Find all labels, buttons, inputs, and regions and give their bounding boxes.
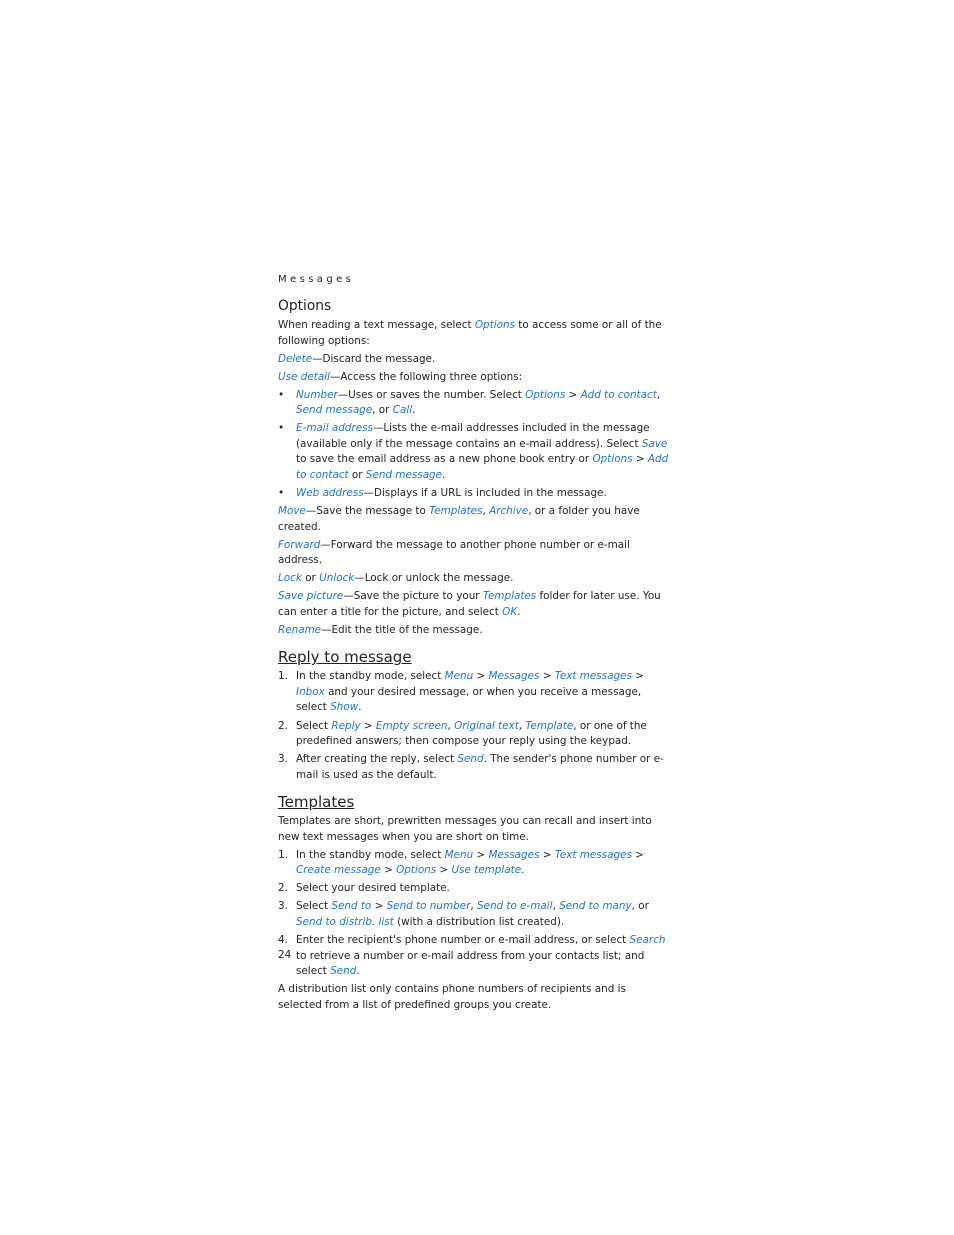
- call-link[interactable]: Call: [392, 404, 413, 417]
- search-link[interactable]: Search: [629, 934, 666, 946]
- send-message-link[interactable]: Send message: [296, 404, 373, 417]
- messages-link[interactable]: Messages: [488, 848, 540, 861]
- send-link[interactable]: Send: [457, 753, 484, 766]
- option-save-picture: Save picture—Save the picture to your Templates folder for later use. You can enter a title for the picture, and select OK.: [278, 590, 661, 618]
- text-messages-link[interactable]: Text messages: [554, 670, 632, 683]
- bullet-email-address: • E-mail address—Lists the e-mail addresses included in the message (available only if the message contains an e-mail address). Select Save to save the email address as a new phone book entry or Options > Add to contact or Send message.: [278, 422, 669, 481]
- original-text-link[interactable]: Original text: [454, 719, 519, 732]
- move-link[interactable]: Move: [278, 505, 306, 518]
- send-to-many-link[interactable]: Send to many: [559, 900, 632, 913]
- options-link[interactable]: Options: [474, 319, 515, 331]
- templates-outro: A distribution list only contains phone numbers of recipients and is selected from a list of predefined groups you create.: [278, 983, 626, 1011]
- send-to-email-link[interactable]: Send to e-mail: [476, 900, 553, 913]
- use-detail-link[interactable]: Use detail: [278, 370, 330, 383]
- options-link[interactable]: Options: [396, 864, 437, 877]
- templates-heading: Templates: [278, 793, 355, 812]
- use-template-link[interactable]: Use template: [451, 864, 522, 877]
- show-link[interactable]: Show: [330, 701, 359, 714]
- step-number: 3.: [278, 900, 288, 913]
- options-link[interactable]: Options: [525, 388, 566, 401]
- templates-step: 1. In the standby mode, select Menu > Messages > Text messages > Create message > Options > Use template.: [278, 848, 644, 877]
- save-link[interactable]: Save: [641, 437, 668, 450]
- step-number: 3.: [278, 753, 288, 766]
- options-heading: Options: [278, 298, 332, 314]
- archive-link[interactable]: Archive: [489, 505, 529, 518]
- create-message-link[interactable]: Create message: [296, 864, 381, 877]
- reply-heading: Reply to message: [278, 648, 412, 667]
- save-picture-link[interactable]: Save picture: [278, 590, 344, 603]
- bullet-dot-icon: •: [278, 422, 285, 435]
- bullet-number: • Number—Uses or saves the number. Select Options > Add to contact, Send message, or Call.: [278, 388, 661, 417]
- page-content: [278, 298, 670, 1016]
- send-message-link[interactable]: Send message: [365, 468, 443, 481]
- step-number: 1.: [278, 670, 288, 683]
- email-address-link[interactable]: E-mail address: [296, 422, 373, 435]
- templates-step: 2. Select your desired template.: [278, 881, 670, 897]
- option-move: Move—Save the message to Templates, Archive, or a folder you have created.: [278, 505, 640, 533]
- templates-intro: Templates are short, prewritten messages you can recall and insert into new text messages when you are short on time.: [278, 815, 652, 843]
- step-number: 4.: [278, 934, 288, 946]
- unlock-link[interactable]: Unlock: [319, 572, 355, 585]
- template-link[interactable]: Template: [525, 719, 574, 732]
- forward-link[interactable]: Forward: [278, 538, 321, 551]
- send-to-number-link[interactable]: Send to number: [386, 900, 471, 913]
- add-to-contact-link[interactable]: Add to contact: [580, 388, 657, 401]
- number-link[interactable]: Number: [296, 388, 338, 401]
- options-intro: When reading a text message, select Options to access some or all of the following options:: [278, 319, 662, 347]
- bullet-dot-icon: •: [278, 486, 285, 499]
- empty-screen-link[interactable]: Empty screen: [375, 719, 448, 732]
- templates-step: 4. Enter the recipient's phone number or e-mail address, or select Search to retrieve a number or e-mail address from your contacts list; and select Send.: [278, 934, 666, 977]
- messages-link[interactable]: Messages: [488, 670, 540, 683]
- templates-step: 3. Select Send to > Send to number, Send to e-mail, Send to many, or Send to distrib. list (with a distribution list created).: [278, 900, 649, 928]
- step-number: 2.: [278, 882, 288, 895]
- templates-link[interactable]: Templates: [482, 590, 537, 603]
- page-number: 24: [278, 949, 292, 961]
- lock-link[interactable]: Lock: [278, 572, 302, 585]
- option-use-detail: Use detail—Access the following three options:: [278, 370, 523, 383]
- web-address-link[interactable]: Web address: [296, 486, 364, 499]
- send-link[interactable]: Send: [330, 965, 357, 977]
- step-number: 1.: [278, 848, 288, 861]
- ok-link[interactable]: OK: [502, 605, 518, 618]
- option-lock: Lock or Unlock—Lock or unlock the message.: [278, 572, 514, 585]
- templates-link[interactable]: Templates: [429, 505, 483, 518]
- add-to-contact-link[interactable]: Add to contact: [296, 453, 669, 481]
- bullet-web-address: • Web address—Displays if a URL is included in the message.: [278, 486, 670, 502]
- rename-link[interactable]: Rename: [278, 623, 322, 636]
- text-messages-link[interactable]: Text messages: [554, 848, 632, 861]
- inbox-link[interactable]: Inbox: [296, 685, 325, 698]
- option-delete: Delete—Discard the message.: [278, 352, 436, 365]
- running-header: Messages: [278, 274, 355, 285]
- options-link[interactable]: Options: [592, 453, 633, 466]
- send-to-distrib-list-link[interactable]: Send to distrib. list: [296, 915, 394, 928]
- step-number: 2.: [278, 719, 288, 732]
- reply-step: 3. After creating the reply, select Send. The sender's phone number or e-mail is used as the default.: [278, 753, 664, 781]
- option-rename: Rename—Edit the title of the message.: [278, 623, 483, 636]
- bullet-dot-icon: •: [278, 388, 285, 401]
- menu-link[interactable]: Menu: [444, 848, 474, 861]
- option-forward: Forward—Forward the message to another phone number or e-mail address.: [278, 538, 630, 567]
- reply-link[interactable]: Reply: [331, 719, 361, 732]
- reply-step: 1. In the standby mode, select Menu > Messages > Text messages > Inbox and your desired message, or when you receive a message, select Show.: [278, 670, 644, 714]
- send-to-link[interactable]: Send to: [331, 900, 372, 913]
- reply-step: 2. Select Reply > Empty screen, Original text, Template, or one of the predefined answers; then compose your reply using the keypad.: [278, 719, 647, 748]
- delete-link[interactable]: Delete: [278, 352, 313, 365]
- menu-link[interactable]: Menu: [444, 670, 474, 683]
